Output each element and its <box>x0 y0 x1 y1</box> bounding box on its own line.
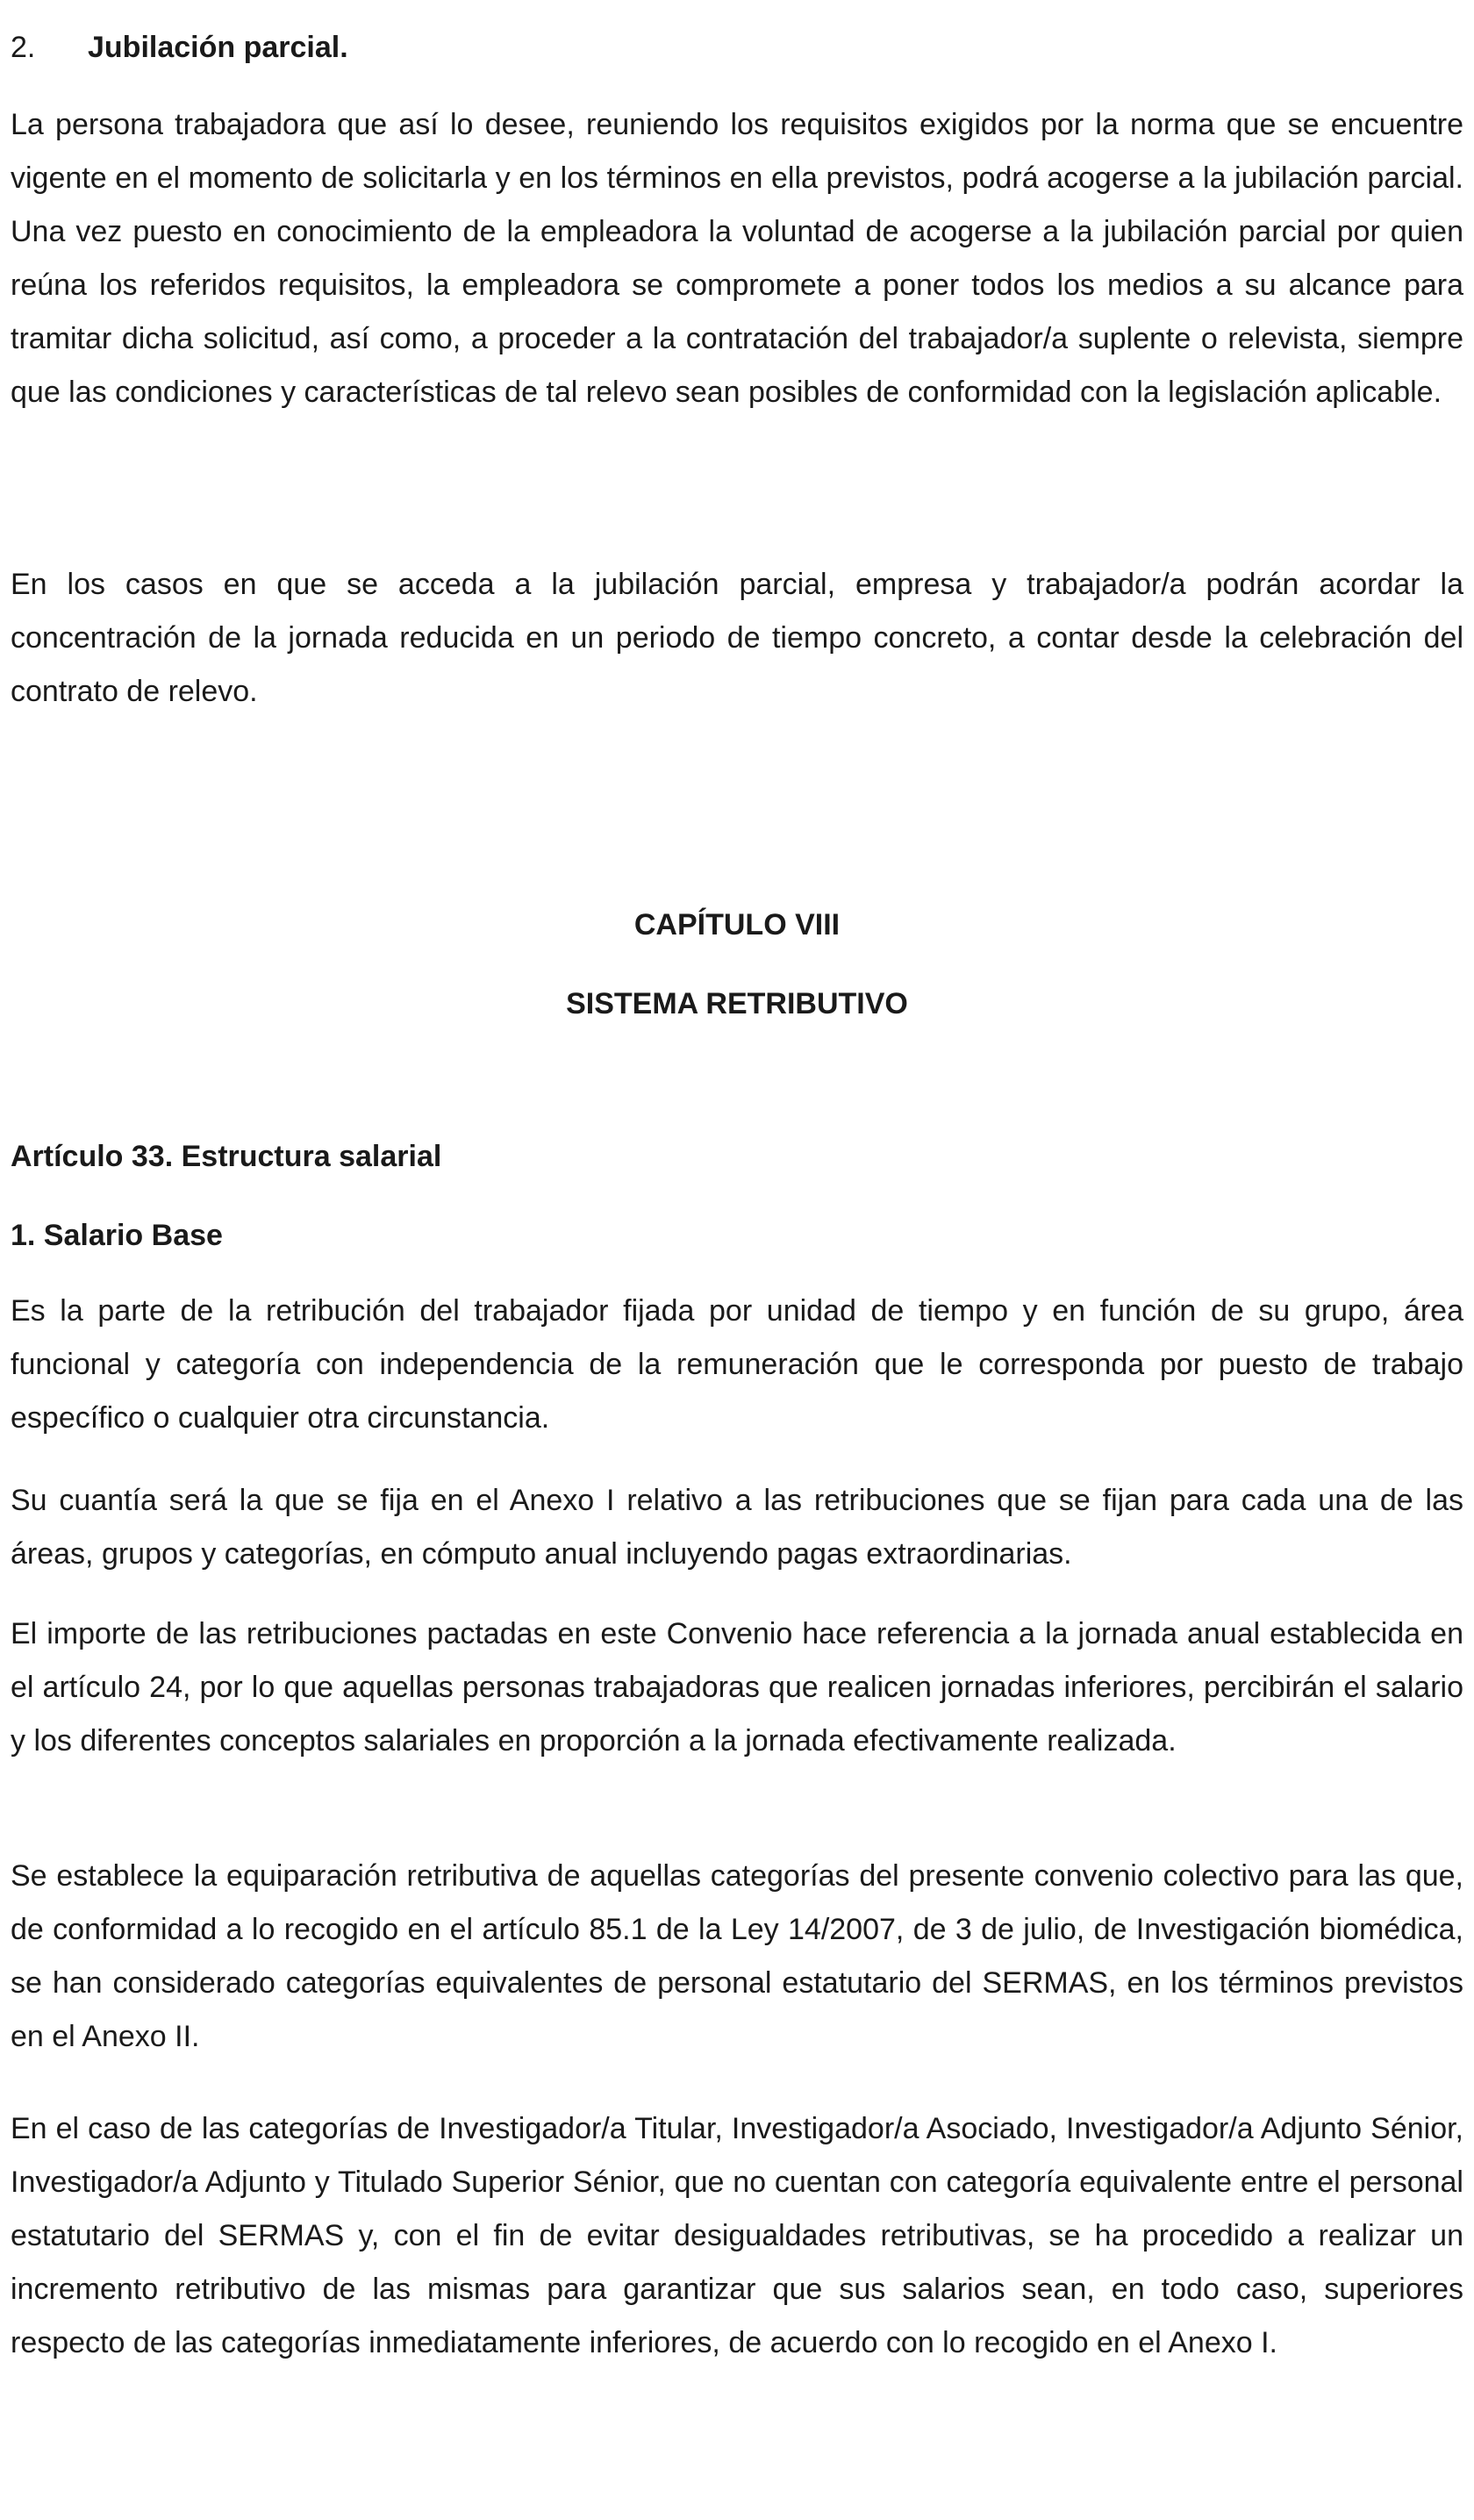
paragraph-text: En el caso de las categorías de Investigador/a Titular, Investigador/a Asociado, Investigador/a Adjunto Sénior, Investigador/a Adjunto y Titulado Superior Sénior, que no cuentan con categoría equivalente entre el personal estatutario del SERMAS y, con el fin de evitar desigualdades retributivas, se ha procedido a realizar un incremento retributivo de las mismas para garantizar que sus salarios sean, en todo caso, superiores respecto de las categorías inmediatamente inferiores, de acuerdo con lo recogido en el Anexo I. <box>11 2112 1463 2359</box>
chapter-title: SISTEMA RETRIBUTIVO <box>566 987 908 1020</box>
paragraph-text: La persona trabajadora que así lo desee, reuniendo los requisitos exigidos por la norma que se encuentre vigente en el momento de solicitarla y en los términos en ella previstos, podrá acogerse a la jubilación parcial. Una vez puesto en conocimiento de la empleadora la voluntad de acogerse a la jubilación parcial por quien reúna los referidos requisitos, la empleadora se compromete a poner todos los medios a su alcance para tramitar dicha solicitud, así como, a proceder a la contratación del trabajador/a suplente o relevista, siempre que las condiciones y características de tal relevo sean posibles de conformidad con la legislación aplicable. <box>11 108 1463 409</box>
paragraph-text: Se establece la equiparación retributiva de aquellas categorías del presente convenio colectivo para las que, de conformidad a lo recogido en el artículo 85.1 de la Ley 14/2007, de 3 de julio, de Investigación biomédica, se han considerado categorías equivalentes de personal estatutario del SERMAS, en los términos previstos en el Anexo II. <box>11 1859 1463 2053</box>
article-title: Artículo 33. Estructura salarial <box>11 1140 442 1173</box>
paragraph-importe-retribuciones <box>11 1607 1463 1768</box>
paragraph-salario-base-definicion <box>11 1285 1463 1445</box>
chapter-label: CAPÍTULO VIII <box>633 908 841 941</box>
subsection-title: 1. Salario Base <box>11 1219 223 1252</box>
paragraph-cuantia <box>11 1474 1463 1581</box>
section-number: 2. <box>11 31 36 64</box>
paragraph-concentracion-jornada <box>11 558 1463 719</box>
section-title: Jubilación parcial. <box>88 31 348 64</box>
paragraph-text: Es la parte de la retribución del trabajador fijada por unidad de tiempo y en función de su grupo, área funcional y categoría con independencia de la remuneración que le corresponda por puesto de trabajo específico o cualquier otra circunstancia. <box>11 1294 1463 1435</box>
section-heading-jubilacion <box>11 25 348 70</box>
paragraph-text: El importe de las retribuciones pactadas en este Convenio hace referencia a la jornada anual establecida en el artículo 24, por lo que aquellas personas trabajadoras que realicen jornadas inferiores, percibirán el salario y los diferentes conceptos salariales en proporción a la jornada efectivamente realizada. <box>11 1617 1463 1758</box>
paragraph-equiparacion <box>11 1850 1463 2064</box>
paragraph-text: En los casos en que se acceda a la jubilación parcial, empresa y trabajador/a podrán acordar la concentración de la jornada reducida en un periodo de tiempo concreto, a contar desde la celebración del contrato de relevo. <box>11 568 1463 708</box>
paragraph-jubilacion-requisitos <box>11 98 1463 419</box>
paragraph-text: Su cuantía será la que se fija en el Anexo I relativo a las retribuciones que se fijan para cada una de las áreas, grupos y categorías, en cómputo anual incluyendo pagas extraordinarias. <box>11 1484 1463 1571</box>
paragraph-categorias-investigador <box>11 2102 1463 2370</box>
